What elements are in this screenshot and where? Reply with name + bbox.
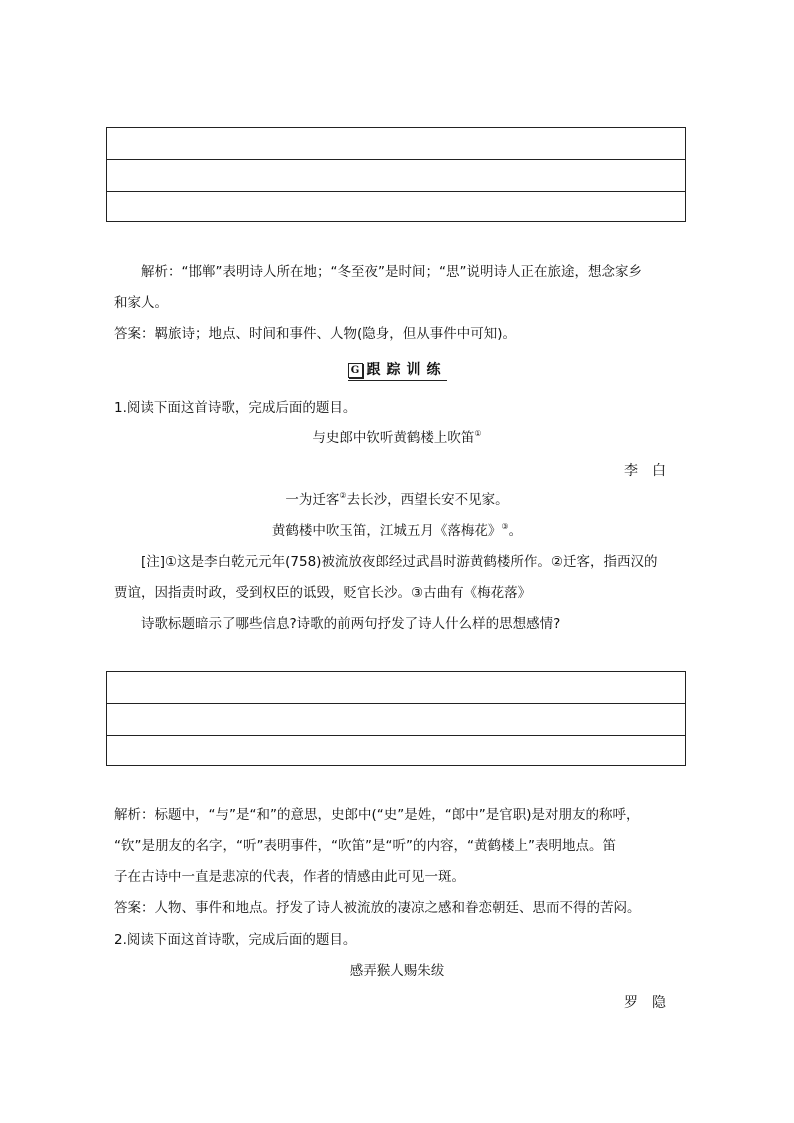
- poem-line-text: 黄鹤楼中吹玉笛，江城五月《落梅花》: [271, 523, 502, 539]
- q1-poem-line2: [0, 521, 794, 541]
- poem-line-text: 一为迁客: [285, 492, 340, 508]
- q2-prompt: 2.阅读下面这首诗歌，完成后面的题目。: [114, 932, 357, 948]
- footnote-ref: ①: [474, 429, 482, 438]
- q1-question: 诗歌标题暗示了哪些信息?诗歌的前两句抒发了诗人什么样的思想感情?: [141, 616, 561, 632]
- q2-poem-title: 感弄猴人赐朱绂: [349, 963, 445, 979]
- answer-line: [107, 735, 685, 736]
- q1-poem-title-text: 与史郎中钦听黄鹤楼上吹笛: [312, 430, 475, 446]
- q1-author: 李白: [624, 463, 680, 479]
- q2-author: 罗隐: [624, 995, 680, 1011]
- answer-line: [107, 191, 685, 192]
- section1-analysis-cont: 和家人。: [114, 295, 168, 311]
- answer-line: [107, 703, 685, 704]
- section1-analysis: 解析：“邯郸”表明诗人所在地；“冬至夜”是时间；“思”说明诗人正在旅途，想念家乡: [141, 264, 642, 280]
- q1-poem-line1: [0, 490, 794, 510]
- q1-poem-title: [0, 428, 794, 448]
- q1-prompt: 1.阅读下面这首诗歌，完成后面的题目。: [114, 400, 357, 416]
- footnote-ref: ②: [339, 491, 347, 500]
- section-heading: [0, 359, 794, 381]
- q1-notes-cont: 贾谊，因指责时政，受到权臣的诋毁，贬官长沙。③古曲有《梅花落》: [114, 585, 532, 601]
- q1-answer: 答案：人物、事件和地点。抒发了诗人被流放的凄凉之感和眷恋朝廷、思而不得的苦闷。: [114, 900, 641, 916]
- q1-analysis-cont1: “钦”是朋友的名字，“听”表明事件，“吹笛”是“听”的内容，“黄鹤楼上”表明地点。笛: [114, 838, 616, 854]
- g-badge-icon: G: [348, 363, 363, 378]
- footnote-ref: ③: [501, 522, 509, 531]
- answer-box-1[interactable]: [106, 127, 686, 222]
- section1-answer: 答案：羁旅诗；地点、时间和事件、人物(隐身，但从事件中可知)。: [114, 326, 517, 342]
- answer-line: [107, 159, 685, 160]
- poem-line-text: 去长沙，西望长安不见家。: [346, 492, 509, 508]
- q1-analysis-cont2: 子在古诗中一直是悲凉的代表，作者的情感由此可见一斑。: [114, 869, 465, 885]
- poem-line-text: 。: [508, 523, 523, 539]
- q1-notes: [注]①这是李白乾元元年(758)被流放夜郎经过武昌时游黄鹤楼所作。②迁客，指西汉的: [141, 554, 658, 570]
- q1-analysis: 解析：标题中，“与”是“和”的意思，史郎中(“史”是姓，“郎中”是官职)是对朋友的称呼，: [114, 807, 640, 823]
- heading-text: 跟踪训练: [366, 362, 447, 378]
- answer-box-2[interactable]: [106, 671, 686, 766]
